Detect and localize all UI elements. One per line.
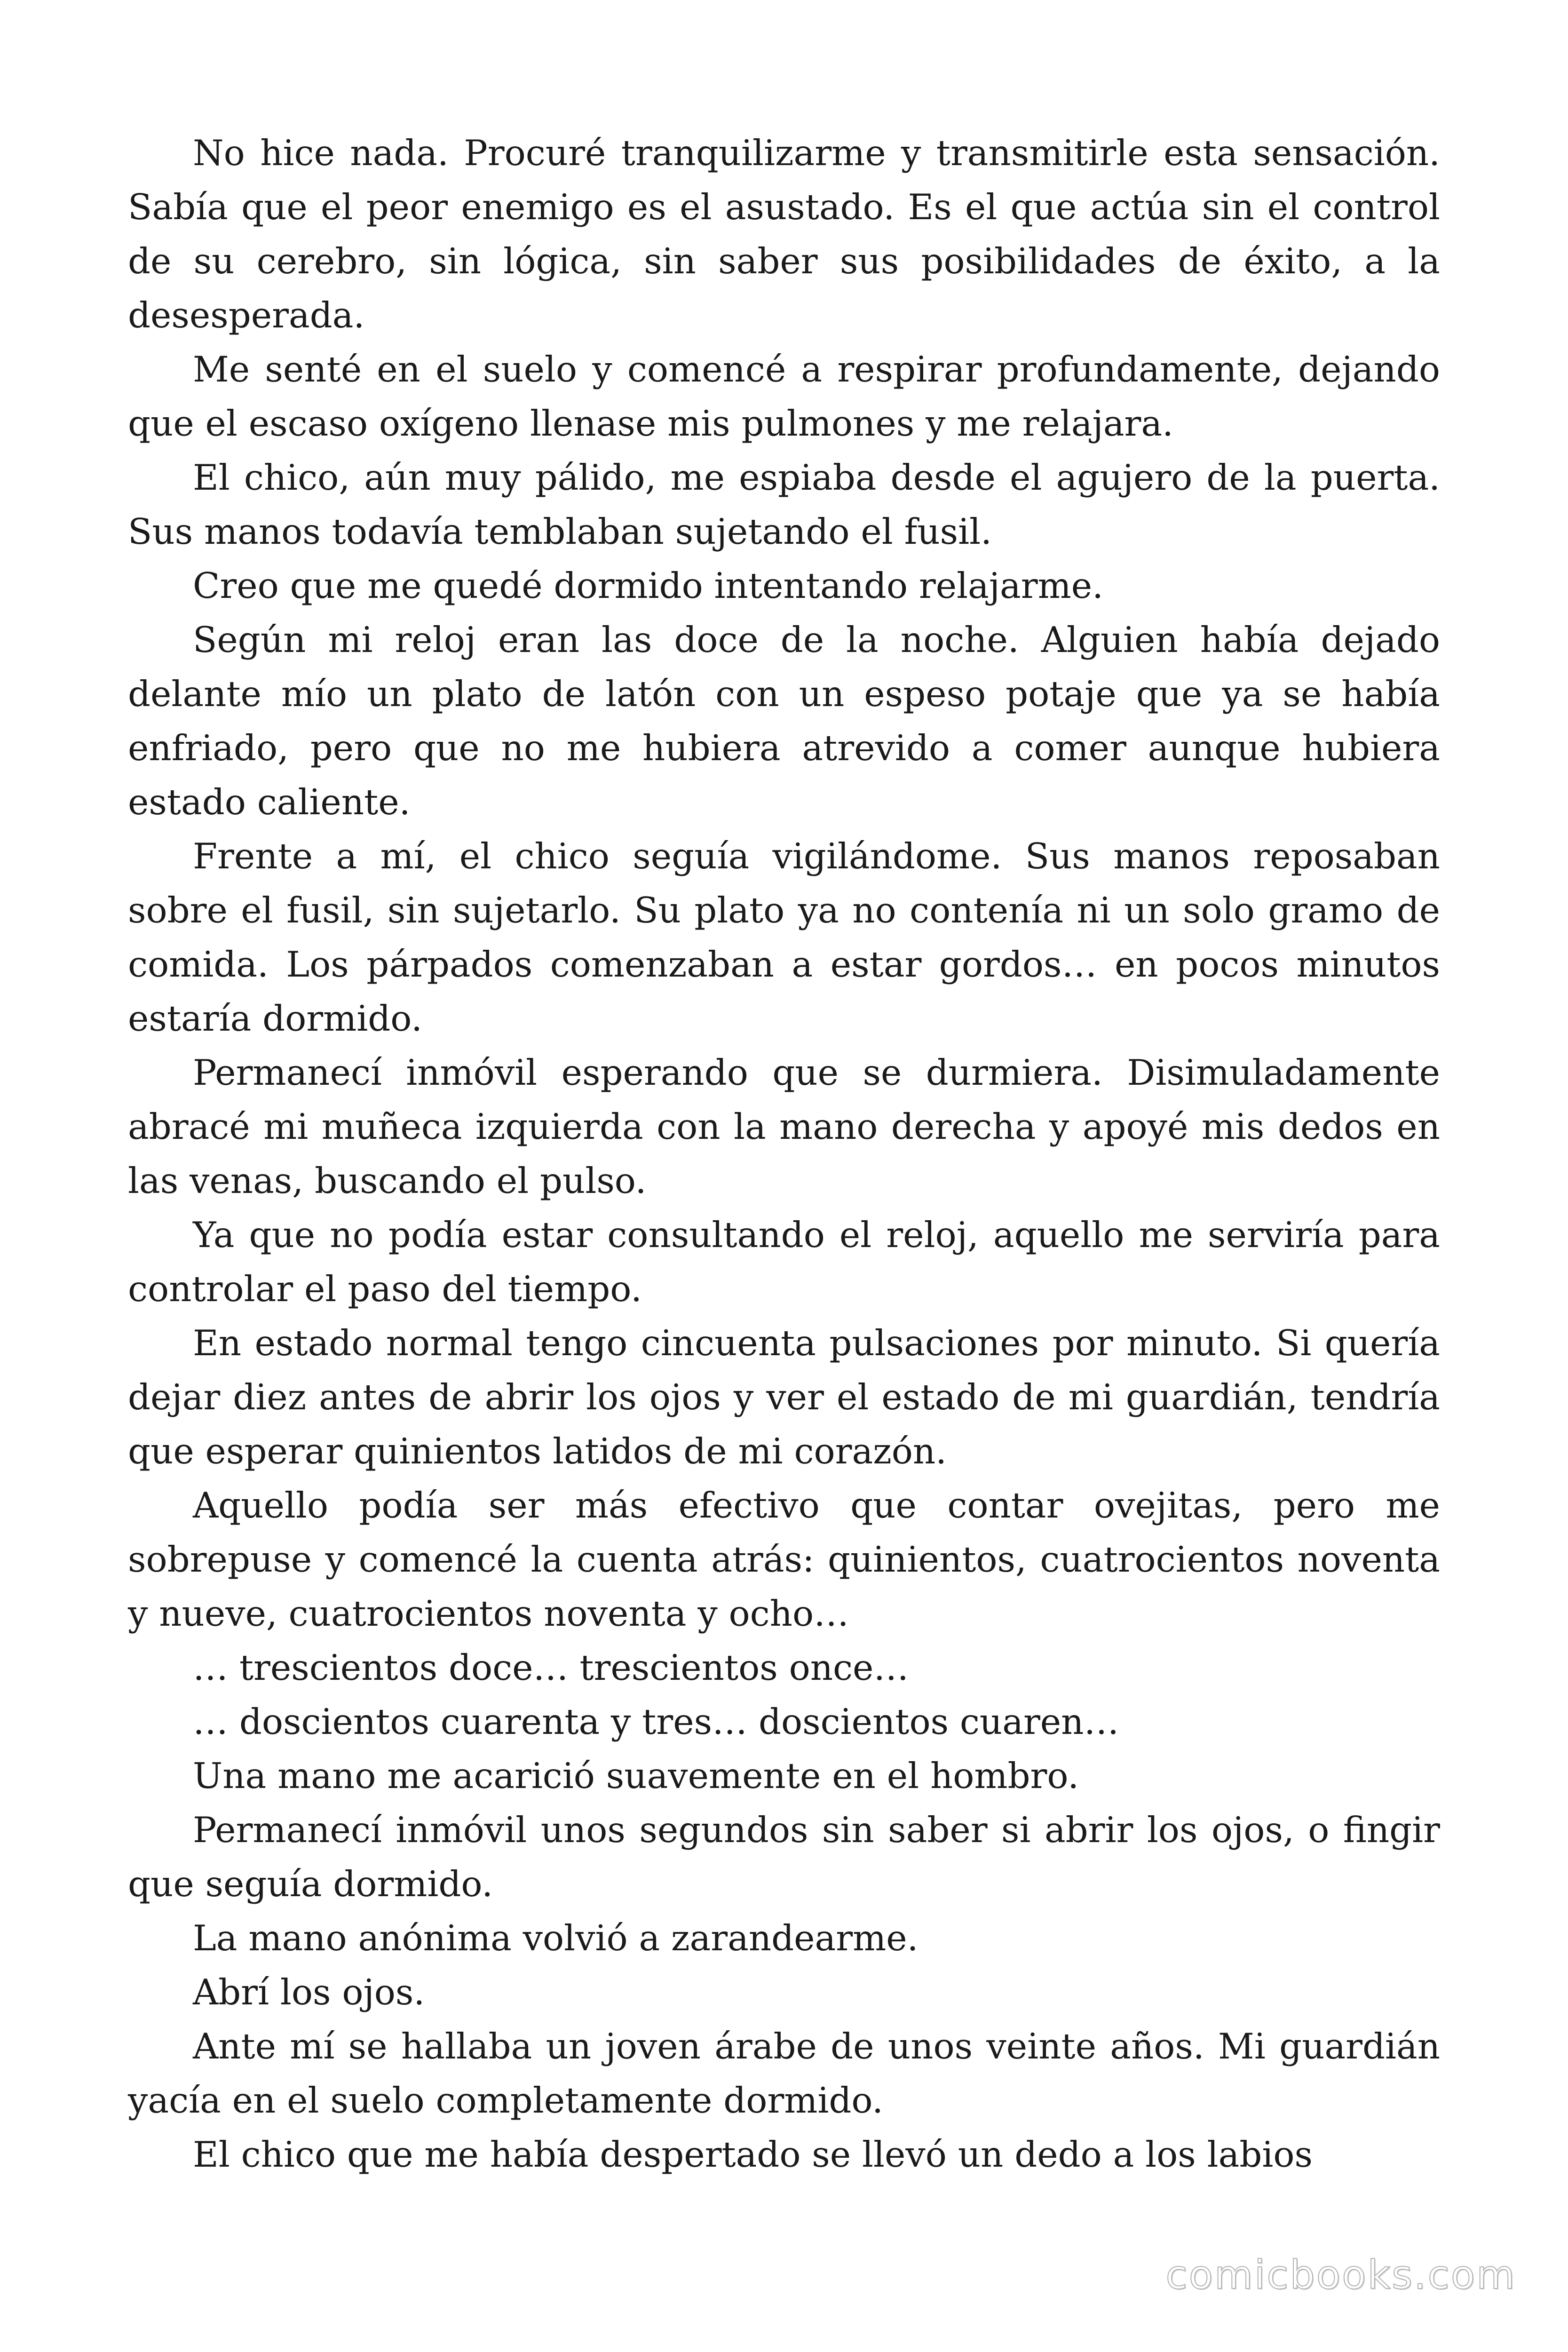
paragraph: En estado normal tengo cincuenta pulsaciones por minuto. Si quería dejar diez antes de abrir los ojos y ver el estado de mi guardián, tendría que esperar quinientos latidos de mi corazón. (128, 1322, 1440, 1472)
paragraph: Ante mí se hallaba un joven árabe de unos veinte años. Mi guardián yacía en el suelo completamente dormido. (128, 2026, 1440, 2121)
watermark-logo: comicbooks.com (1165, 2252, 1516, 2298)
paragraph: No hice nada. Procuré tranquilizarme y transmitirle esta sensación. Sabía que el peor enemigo es el asustado. Es el que actúa sin el control de su cerebro, sin lógica, sin saber sus posibilidades de éxito, a la desesperada. (128, 132, 1440, 336)
paragraph: La mano anónima volvió a zarandearme. (193, 1917, 919, 1959)
paragraph: Una mano me acarició suavemente en el hombro. (193, 1755, 1079, 1796)
paragraph: El chico que me había despertado se llevó un dedo a los labios (193, 2134, 1313, 2175)
paragraph: Según mi reloj eran las doce de la noche. Alguien había dejado delante mío un plato de latón con un espeso potaje que ya se había enfriado, pero que no me hubiera atrevido a comer aunque hubiera estado caliente. (128, 619, 1440, 823)
paragraph: Permanecí inmóvil esperando que se durmiera. Disimuladamente abracé mi muñeca izquierda con la mano derecha y apoyé mis dedos en las venas, buscando el pulso. (128, 1052, 1440, 1201)
paragraph: Abrí los ojos. (193, 1971, 425, 2013)
paragraph: … trescientos doce… trescientos once… (193, 1647, 909, 1688)
paragraph: … doscientos cuarenta y tres… doscientos cuaren… (193, 1701, 1119, 1742)
paragraph: Ya que no podía estar consultando el reloj, aquello me serviría para controlar el paso del tiempo. (128, 1214, 1440, 1310)
paragraph: Permanecí inmóvil unos segundos sin saber si abrir los ojos, o fingir que seguía dormido. (128, 1809, 1440, 1905)
paragraph: Me senté en el suelo y comencé a respirar profundamente, dejando que el escaso oxígeno llenase mis pulmones y me relajara. (128, 349, 1440, 444)
paragraph: Aquello podía ser más efectivo que contar ovejitas, pero me sobrepuse y comencé la cuenta atrás: quinientos, cuatrocientos noventa y nueve, cuatrocientos noventa y ocho… (128, 1485, 1440, 1634)
page-text (128, 126, 1440, 2182)
paragraph: Creo que me quedé dormido intentando relajarme. (193, 565, 1103, 606)
paragraph: El chico, aún muy pálido, me espiaba desde el agujero de la puerta. Sus manos todavía temblaban sujetando el fusil. (128, 457, 1440, 552)
paragraph: Frente a mí, el chico seguía vigilándome. Sus manos reposaban sobre el fusil, sin sujetarlo. Su plato ya no contenía ni un solo gramo de comida. Los párpados comenzaban a estar gordos… en pocos minutos estaría dormido. (128, 835, 1440, 1039)
